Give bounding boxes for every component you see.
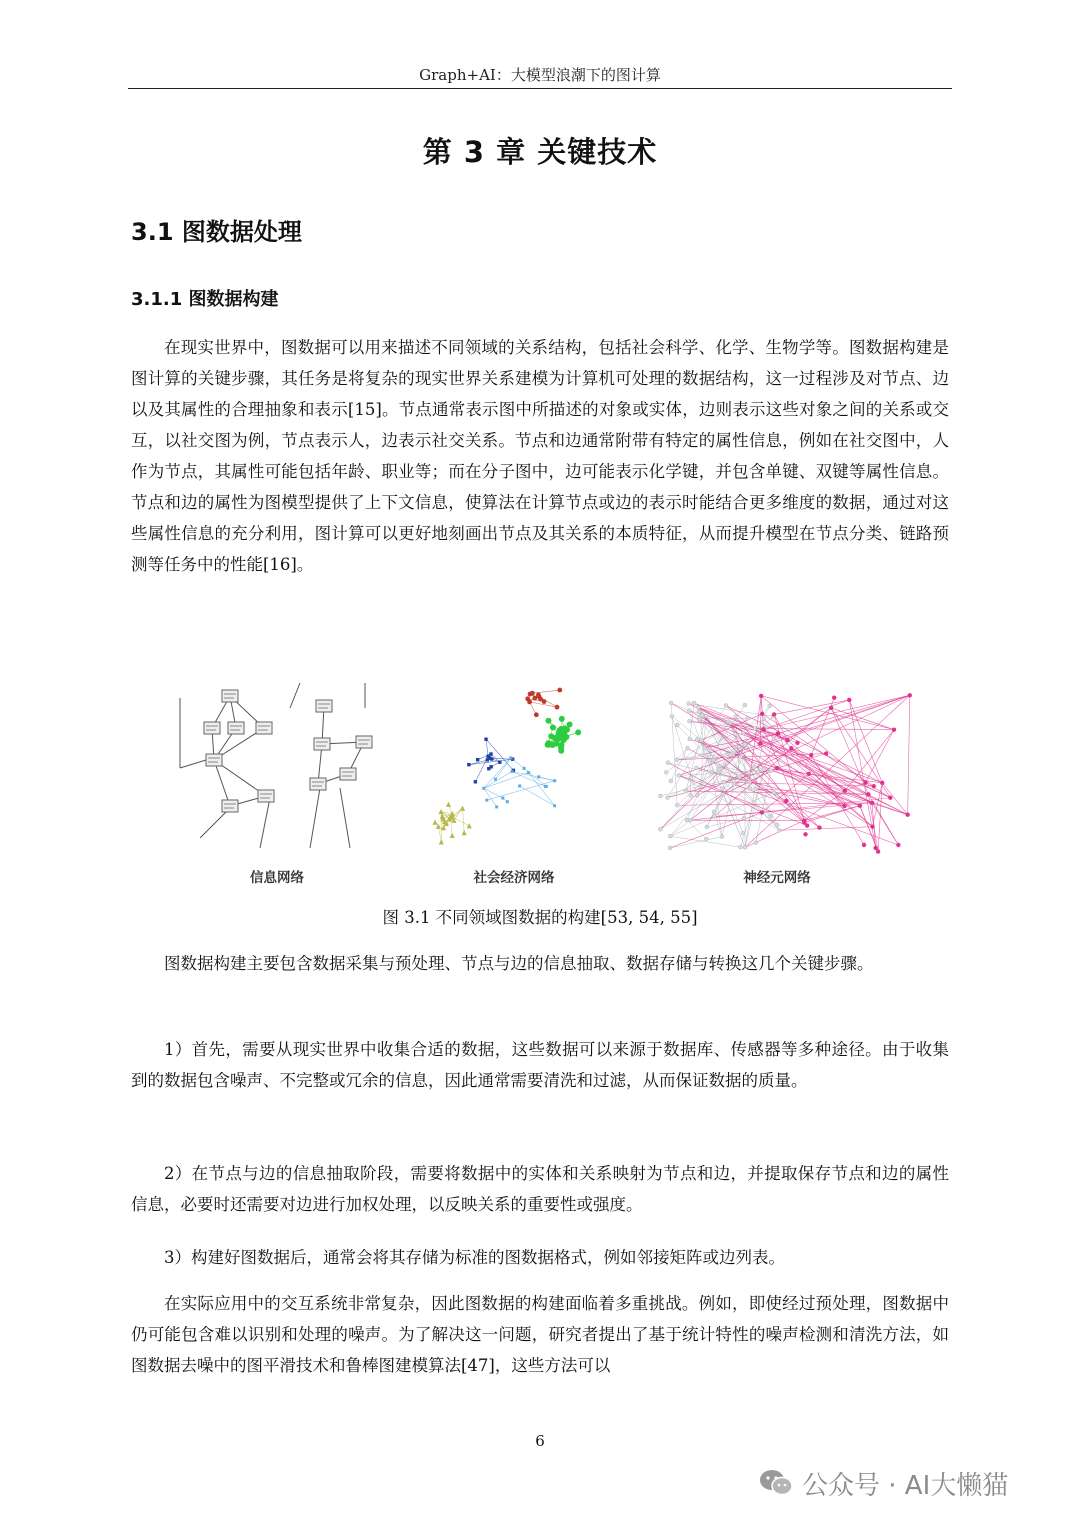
paragraph-step-2: 2）在节点与边的信息抽取阶段，需要将数据中的实体和关系映射为节点和边，并提取保存节点和边的属性信息，必要时还需要对边进行加权处理，以反映关系的重要性或强度。	[131, 1164, 949, 1214]
subsection-title: 3.1.1 图数据构建	[131, 289, 279, 310]
watermark-text: 公众号 · AI大懒猫	[802, 1470, 1009, 1501]
paragraph-step-1: 1）首先，需要从现实世界中收集合适的数据，这些数据可以来源于数据库、传感器等多种途径。由于收集到的数据包含噪声、不完整或冗余的信息，因此通常需要清洗和过滤，从而保证数据的质量。	[131, 1040, 949, 1090]
info-network-panel	[180, 683, 372, 848]
paragraph-intro: 在现实世界中，图数据可以用来描述不同领域的关系结构，包括社会科学、化学、生物学等。图数据构建是图计算的关键步骤，其任务是将复杂的现实世界关系建模为计算机可处理的数据结构，这一过程涉及对节点、边以及其属性的合理抽象和表示[15]。节点通常表示图中所描述的对象或实体，边则表示这些对象之间的关系或交互，以社交图为例，节点表示人，边表示社交关系。节点和边通常附带有特定的属性信息，例如在社交图中，人作为节点，其属性可能包括年龄、职业等；而在分子图中，边可能表示化学键，并包含单键、双键等属性信息。节点和边的属性为图模型提供了上下文信息，使算法在计算节点或边的表示时能结合更多维度的数据，通过对这些属性信息的充分利用，图计算可以更好地刻画出节点及其关系的本质特征，从而提升模型在节点分类、链路预测等任务中的性能[16]。	[131, 338, 949, 574]
watermark	[758, 1458, 1058, 1508]
figure-label-socio-network: 社会经济网络	[473, 870, 555, 886]
header-rule	[128, 88, 952, 89]
figure-label-info-network: 信息网络	[250, 870, 304, 886]
paragraph-challenges: 在实际应用中的交互系统非常复杂，因此图数据的构建面临着多重挑战。例如，即使经过预处理，图数据中仍可能包含难以识别和处理的噪声。为了解决这一问题，研究者提出了基于统计特性的噪声检测和清洗方法，如图数据去噪中的图平滑技术和鲁棒图建模算法[47]，这些方法可以	[131, 1294, 949, 1375]
page-number: 6	[535, 1432, 545, 1450]
socio-network-panel	[432, 688, 581, 845]
figure-caption: 图 3.1 不同领域图数据的构建[53, 54, 55]	[382, 908, 698, 927]
figure-label-neuron-network: 神经元网络	[743, 870, 811, 886]
paragraph-step-3: 3）构建好图数据后，通常会将其存储为标准的图数据格式，例如邻接矩阵或边列表。	[164, 1248, 785, 1267]
section-title: 3.1 图数据处理	[131, 218, 302, 246]
figure-graph-examples	[170, 678, 920, 893]
chapter-title: 第 3 章 关键技术	[422, 135, 658, 169]
running-header: Graph+AI：大模型浪潮下的图计算	[419, 66, 661, 84]
wechat-icon	[758, 1468, 794, 1498]
neuron-network-panel	[658, 693, 912, 854]
paragraph-steps-overview: 图数据构建主要包含数据采集与预处理、节点与边的信息抽取、数据存储与转换这几个关键步骤。	[164, 954, 874, 973]
